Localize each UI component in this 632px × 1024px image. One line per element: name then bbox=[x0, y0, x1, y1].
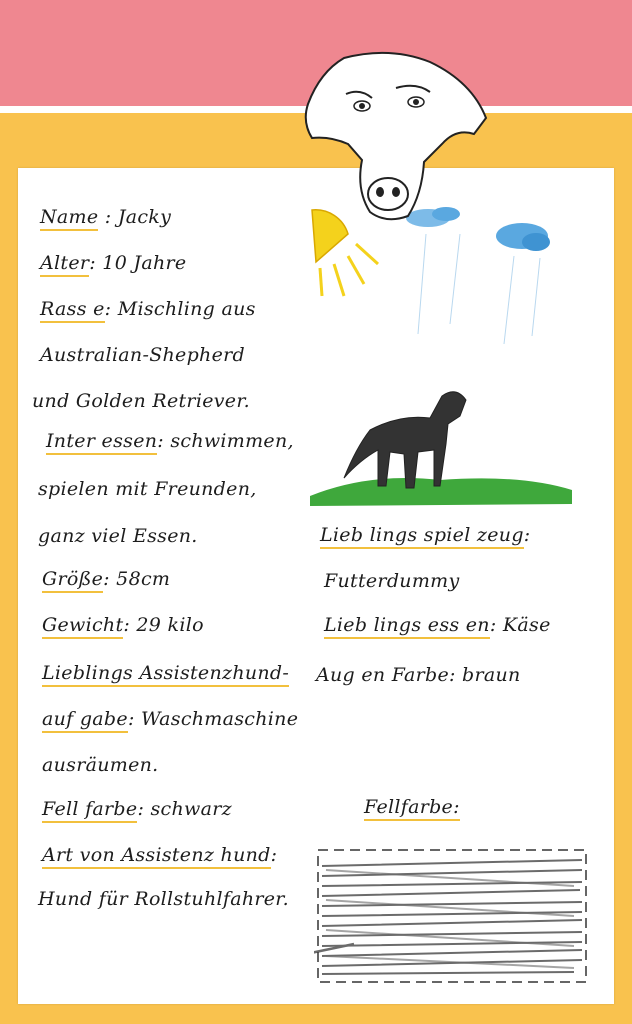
interests-label: Inter essen bbox=[46, 430, 157, 455]
interests-line-3: ganz viel Essen. bbox=[38, 525, 198, 547]
toy-row bbox=[320, 524, 531, 546]
toy-separator: : bbox=[523, 524, 531, 546]
fur-value: : schwarz bbox=[137, 798, 232, 820]
cloud-icon bbox=[406, 207, 550, 344]
fur-swatch-label bbox=[364, 796, 460, 818]
type-value: Hund für Rollstuhlfahrer. bbox=[38, 888, 289, 910]
weight-value: : 29 kilo bbox=[123, 614, 204, 636]
age-value: : 10 Jahre bbox=[89, 252, 187, 274]
dog-icon bbox=[344, 392, 466, 488]
task-value: : Waschmaschine bbox=[127, 708, 299, 730]
weight-row bbox=[42, 614, 204, 636]
fur-label: Fell farbe bbox=[42, 798, 137, 823]
task-row bbox=[42, 708, 298, 730]
food-label: Lieb lings ess en bbox=[324, 614, 490, 639]
profile-sheet bbox=[18, 168, 614, 1004]
interests-row bbox=[46, 430, 294, 452]
eye-label: Aug en Farbe bbox=[316, 664, 449, 686]
name-separator: : bbox=[104, 206, 112, 228]
task-label-line-1 bbox=[42, 662, 289, 684]
breed-value: : Mischling aus bbox=[104, 298, 256, 320]
dog-nose-icon bbox=[368, 178, 408, 210]
eye-value: : braun bbox=[449, 664, 521, 686]
breed-label: Rass e bbox=[40, 298, 105, 323]
fur-color-swatch bbox=[314, 846, 590, 986]
eye-row bbox=[316, 664, 521, 686]
size-row bbox=[42, 568, 170, 590]
type-separator: : bbox=[270, 844, 278, 866]
fur-swatch-label-text: Fellfarbe: bbox=[364, 796, 460, 821]
name-value: Jacky bbox=[117, 206, 172, 228]
interests-value: : schwimmen, bbox=[157, 430, 294, 452]
task-label-text-2: auf gabe bbox=[42, 708, 128, 733]
interests-line-2: spielen mit Freunden, bbox=[38, 478, 257, 500]
fur-row bbox=[42, 798, 232, 820]
toy-value: Futterdummy bbox=[324, 570, 460, 592]
task-line-3: ausräumen. bbox=[42, 754, 159, 776]
name-label: Name bbox=[40, 206, 98, 231]
food-value: : Käse bbox=[489, 614, 551, 636]
landscape-drawing bbox=[300, 204, 580, 514]
weight-label: Gewicht bbox=[42, 614, 123, 639]
breed-line-3: und Golden Retriever. bbox=[32, 390, 250, 412]
age-row bbox=[40, 252, 186, 274]
breed-row bbox=[40, 298, 256, 320]
age-label: Alter bbox=[40, 252, 89, 277]
type-row bbox=[42, 844, 277, 866]
toy-label: Lieb lings spiel zeug bbox=[320, 524, 524, 549]
size-label: Größe bbox=[42, 568, 103, 593]
food-row bbox=[324, 614, 551, 636]
dog-face-drawing bbox=[300, 48, 496, 224]
name-row bbox=[40, 206, 171, 228]
breed-line-2: Australian-Shepherd bbox=[40, 344, 245, 366]
task-label-text-1: Lieblings Assistenzhund- bbox=[42, 662, 289, 687]
type-label: Art von Assistenz hund bbox=[42, 844, 271, 869]
size-value: : 58cm bbox=[103, 568, 171, 590]
